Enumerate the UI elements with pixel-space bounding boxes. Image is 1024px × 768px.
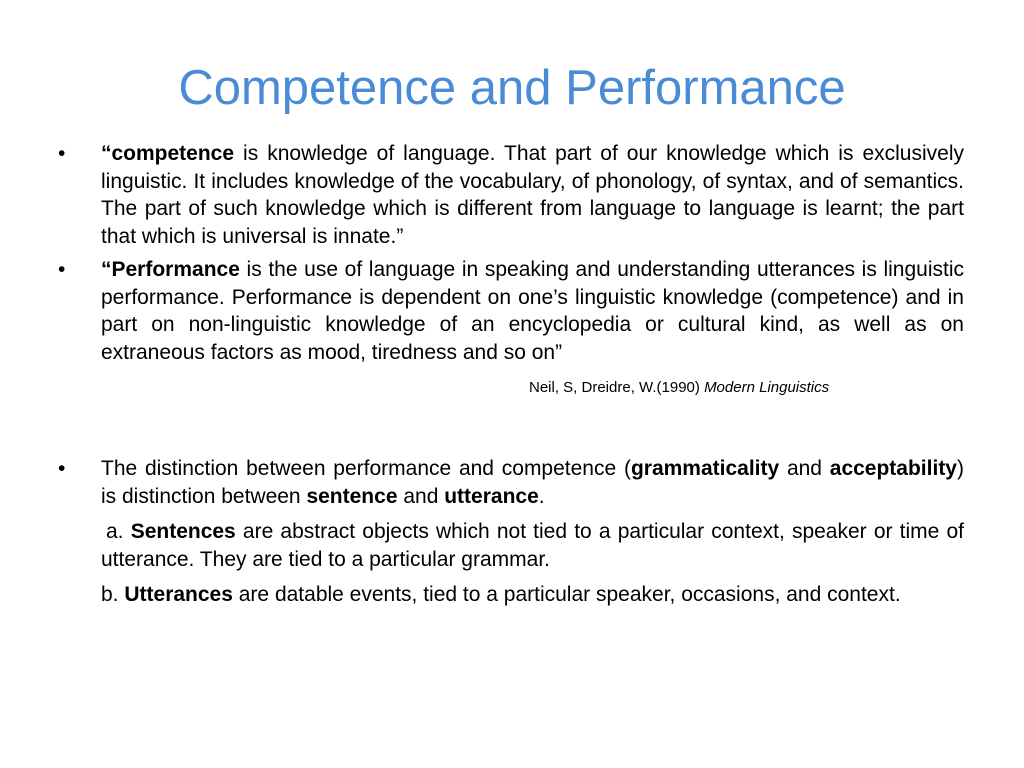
- sub-item-sentences: [58, 518, 964, 573]
- distinction-text-4: and: [397, 484, 445, 508]
- bullet-distinction: [58, 455, 964, 510]
- sentences-definition: are abstract objects which not tied to a particular context, speaker or time of utterance. They are tied to a particular grammar.: [101, 520, 964, 571]
- term-competence: “competence: [101, 142, 235, 165]
- sub-item-utterances: [58, 581, 964, 609]
- citation-work: Modern Linguistics: [704, 379, 830, 396]
- term-performance: “Performance: [101, 258, 240, 281]
- citation: [529, 378, 964, 398]
- bullet-competence: [58, 140, 964, 250]
- term-sentence: sentence: [306, 484, 398, 508]
- bullet-dot-icon: •: [58, 142, 66, 165]
- bullet-performance: [58, 256, 964, 366]
- distinction-text-2: and: [779, 457, 830, 480]
- term-grammaticality: grammaticality: [630, 457, 780, 480]
- bullet-dot-icon: •: [58, 457, 66, 480]
- term-utterance: utterance: [444, 484, 539, 508]
- term-acceptability: acceptability: [829, 457, 957, 480]
- utterances-definition: are datable events, tied to a particular speaker, occasions, and context.: [232, 583, 901, 606]
- slide-title: Competence and Performance: [178, 61, 846, 115]
- slide-body: [58, 140, 964, 609]
- citation-authors: Neil, S, Dreidre, W.(1990): [529, 379, 705, 396]
- term-sentences: Sentences: [130, 520, 236, 543]
- sub-b-prefix: b.: [101, 583, 125, 606]
- distinction-text-3: ) is distinction between: [101, 457, 964, 508]
- performance-definition: is the use of language in speaking and understanding utterances is linguistic performance. Performance is dependent on one’s linguistic knowledge (competence) and in part on non-linguistic knowledge of an encyclopedia or cultural kind, as well as on extraneous factors as mood, tiredness and so on”: [101, 258, 964, 364]
- sub-a-prefix: a.: [106, 520, 131, 543]
- distinction-text-5: .: [538, 484, 545, 508]
- competence-definition: is knowledge of language. That part of our knowledge which is exclusively linguistic. It includes knowledge of the vocabulary, of phonology, of syntax, and of semantics. The part of such knowledge which is different from language to language is learnt; the part that which is universal is innate.”: [101, 142, 964, 248]
- term-utterances: Utterances: [124, 583, 233, 606]
- bullet-dot-icon: •: [58, 258, 66, 281]
- distinction-text-1: The distinction between performance and competence (: [101, 457, 631, 480]
